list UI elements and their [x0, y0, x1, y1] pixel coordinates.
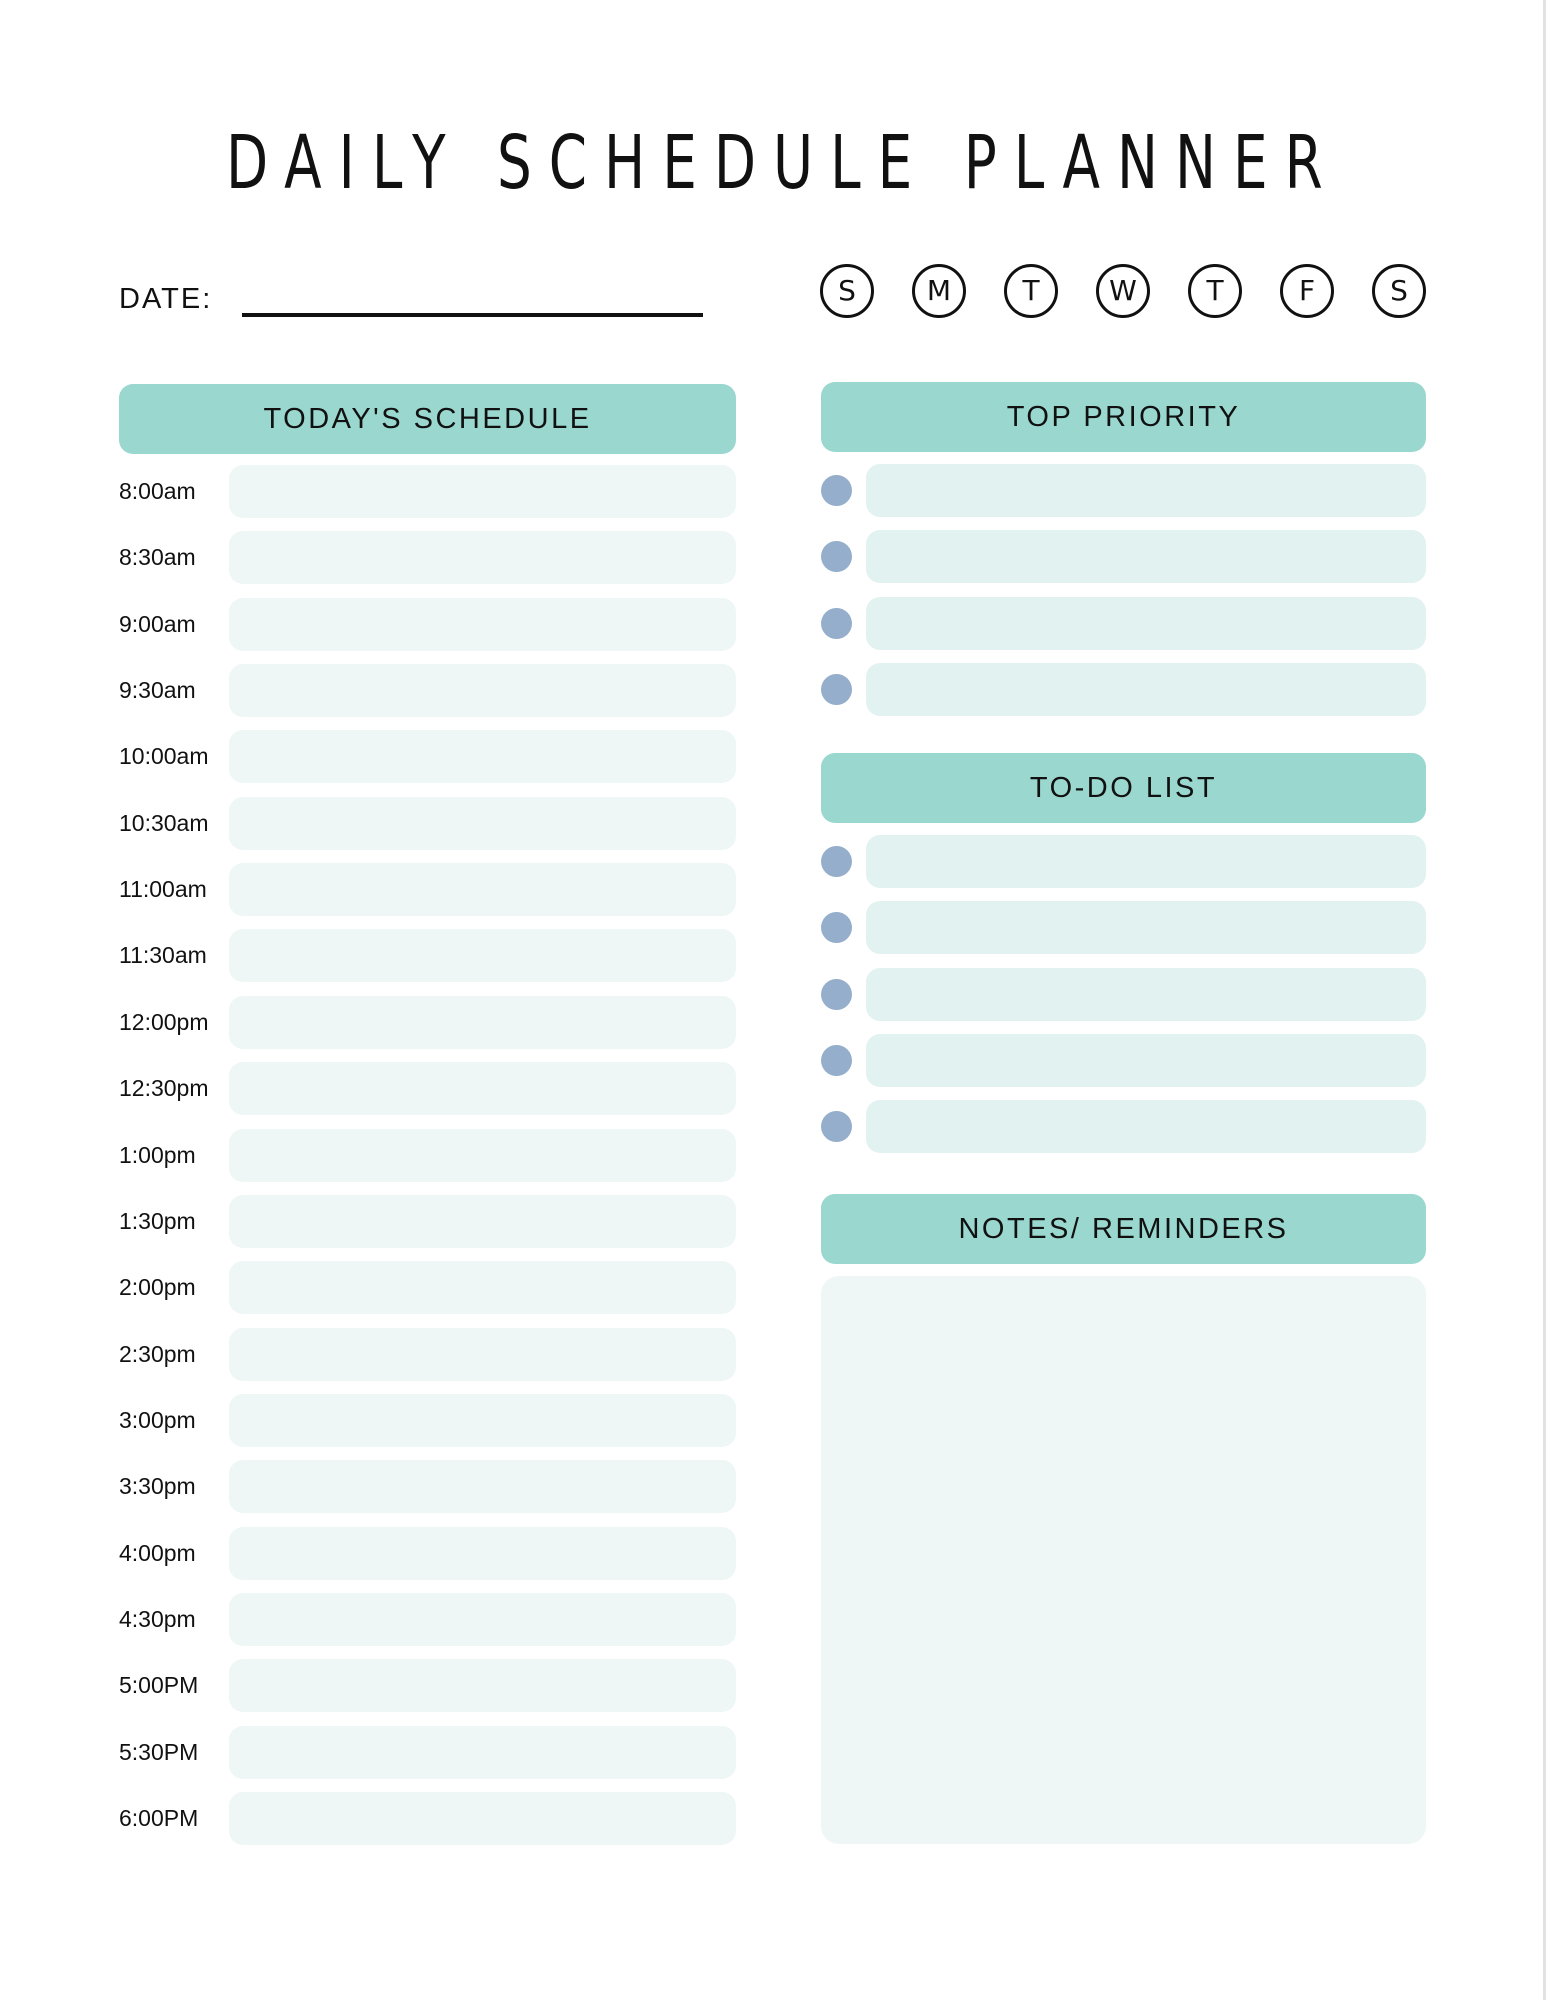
- todo-slot[interactable]: [866, 968, 1426, 1021]
- schedule-slot[interactable]: [229, 1726, 736, 1779]
- todo-slot[interactable]: [866, 1034, 1426, 1087]
- schedule-time-label: 10:30am: [119, 809, 209, 836]
- schedule-slot[interactable]: [229, 598, 736, 651]
- schedule-time-label: 1:30pm: [119, 1207, 196, 1234]
- schedule-slot[interactable]: [229, 1527, 736, 1580]
- schedule-slot[interactable]: [229, 1460, 736, 1513]
- schedule-time-label: 3:00pm: [119, 1406, 196, 1433]
- schedule-time-label: 9:00am: [119, 610, 196, 637]
- schedule-slot[interactable]: [229, 531, 736, 584]
- schedule-slot[interactable]: [229, 1328, 736, 1381]
- schedule-slot[interactable]: [229, 1129, 736, 1182]
- schedule-time-label: 8:00am: [119, 478, 196, 504]
- schedule-slot[interactable]: [229, 1593, 736, 1646]
- notes-header: NOTES/ REMINDERS: [821, 1194, 1426, 1264]
- schedule-slot[interactable]: [229, 929, 736, 982]
- todo-slot[interactable]: [866, 1100, 1426, 1153]
- top-priority-bullet[interactable]: [821, 674, 852, 705]
- top-priority-bullet[interactable]: [821, 475, 852, 506]
- schedule-slot[interactable]: [229, 1659, 736, 1712]
- schedule-time-label: 11:00am: [119, 876, 207, 903]
- schedule-time-label: 1:00pm: [119, 1141, 196, 1168]
- weekday-circle-friday[interactable]: F: [1280, 264, 1334, 318]
- notes-area[interactable]: [821, 1276, 1426, 1844]
- top-priority-slot[interactable]: [866, 464, 1426, 517]
- schedule-time-label: 2:00pm: [119, 1274, 196, 1301]
- schedule-time-label: 12:00pm: [119, 1008, 209, 1035]
- schedule-time-label: 6:00PM: [119, 1805, 199, 1831]
- schedule-time-label: 5:00PM: [119, 1672, 199, 1699]
- top-priority-slot[interactable]: [866, 530, 1426, 583]
- weekday-circle-thursday[interactable]: T: [1188, 264, 1242, 318]
- schedule-slot[interactable]: [229, 1394, 736, 1447]
- todo-bullet[interactable]: [821, 1111, 852, 1142]
- weekday-circle-tuesday[interactable]: T: [1004, 264, 1058, 318]
- schedule-slot[interactable]: [229, 730, 736, 783]
- schedule-time-label: 11:30am: [119, 942, 207, 969]
- weekday-circle-saturday[interactable]: S: [1372, 264, 1426, 318]
- schedule-slot[interactable]: [229, 797, 736, 850]
- top-priority-slot[interactable]: [866, 597, 1426, 650]
- weekday-circle-monday[interactable]: M: [912, 264, 966, 318]
- schedule-time-label: 4:30pm: [119, 1605, 196, 1632]
- schedule-time-label: 10:00am: [119, 743, 209, 770]
- schedule-time-label: 9:30am: [119, 677, 196, 704]
- todo-bullet[interactable]: [821, 846, 852, 877]
- top-priority-slot[interactable]: [866, 663, 1426, 716]
- todo-slot[interactable]: [866, 901, 1426, 954]
- schedule-time-label: 12:30pm: [119, 1075, 209, 1102]
- todo-bullet[interactable]: [821, 979, 852, 1010]
- schedule-time-label: 2:30pm: [119, 1340, 196, 1367]
- schedule-time-label: 5:30PM: [119, 1738, 199, 1765]
- schedule-slot[interactable]: [229, 1261, 736, 1314]
- todo-slot[interactable]: [866, 835, 1426, 888]
- schedule-header: TODAY'S SCHEDULE: [119, 384, 736, 454]
- date-field-line[interactable]: [242, 313, 703, 317]
- weekday-selector: [820, 264, 1430, 318]
- schedule-time-label: 3:30pm: [119, 1473, 196, 1500]
- top-priority-header: TOP PRIORITY: [821, 382, 1426, 452]
- weekday-circle-sunday[interactable]: S: [820, 264, 874, 318]
- top-priority-bullet[interactable]: [821, 541, 852, 572]
- schedule-time-label: 8:30am: [119, 544, 196, 571]
- schedule-time-label: 4:00pm: [119, 1539, 196, 1566]
- page-title: DAILY SCHEDULE PLANNER: [225, 120, 1340, 206]
- todo-bullet[interactable]: [821, 912, 852, 943]
- todo-bullet[interactable]: [821, 1045, 852, 1076]
- weekday-circle-wednesday[interactable]: W: [1096, 264, 1150, 318]
- schedule-slot[interactable]: [229, 1062, 736, 1115]
- todo-header: TO-DO LIST: [821, 753, 1426, 823]
- schedule-slot[interactable]: [229, 863, 736, 916]
- schedule-slot[interactable]: [229, 1195, 736, 1248]
- top-priority-bullet[interactable]: [821, 608, 852, 639]
- date-label: DATE:: [119, 283, 213, 315]
- schedule-slot[interactable]: [229, 664, 736, 717]
- schedule-slot[interactable]: [229, 996, 736, 1049]
- schedule-slot[interactable]: [229, 1792, 736, 1845]
- schedule-slot[interactable]: [229, 465, 736, 518]
